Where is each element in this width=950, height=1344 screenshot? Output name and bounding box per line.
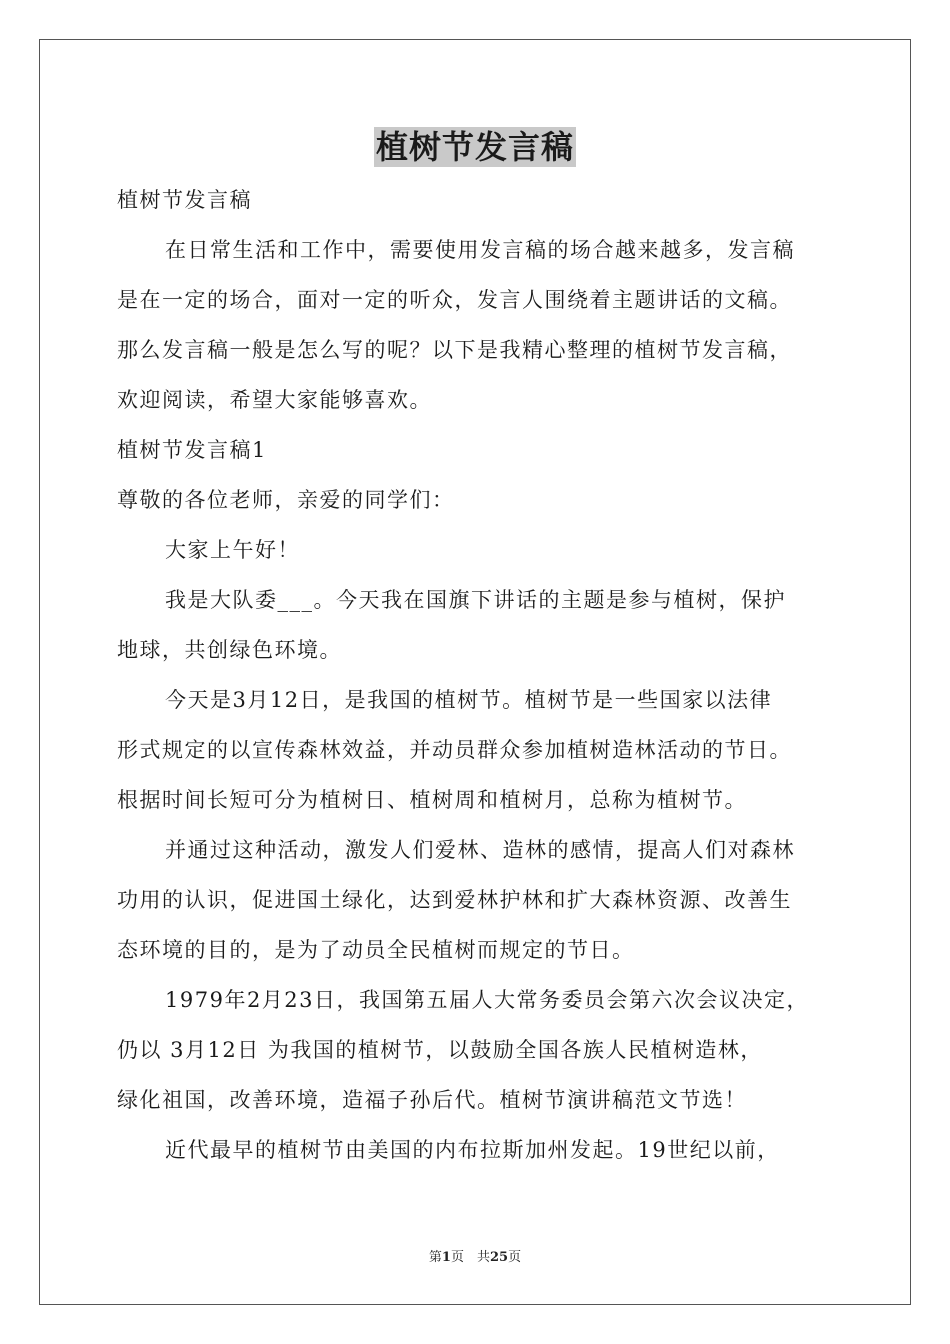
text-line: 仍以 3月12日 为我国的植树节，以鼓励全国各族人民植树造林， xyxy=(117,1038,763,1062)
footer-page-current: 1 xyxy=(441,1250,451,1265)
footer-prefix: 第 xyxy=(428,1250,442,1265)
text-line: 那么发言稿一般是怎么写的呢？以下是我精心整理的植树节发言稿， xyxy=(117,338,792,362)
footer-page-total: 25 xyxy=(489,1250,509,1265)
text-line: 今天是3月12日，是我国的植树节。植树节是一些国家以法律 xyxy=(165,688,773,712)
document-title: 植树节发言稿 xyxy=(375,128,574,166)
text-line: 地球，共创绿色环境。 xyxy=(117,638,342,662)
text-line: 功用的认识，促进国土绿化，达到爱林护林和扩大森林资源、改善生 xyxy=(117,888,792,912)
text-line: 植树节发言稿 xyxy=(117,188,252,212)
text-line: 我是大队委___。今天我在国旗下讲话的主题是参与植树，保护 xyxy=(165,588,786,612)
text-line: 欢迎阅读，希望大家能够喜欢。 xyxy=(117,388,432,412)
text-line: 并通过这种活动，激发人们爱林、造林的感情，提高人们对森林 xyxy=(165,838,795,862)
footer-mid: 页 共 xyxy=(450,1250,490,1265)
text-line: 是在一定的场合，面对一定的听众，发言人围绕着主题讲话的文稿。 xyxy=(117,288,792,312)
text-line: 绿化祖国，改善环境，造福子孙后代。植树节演讲稿范文节选！ xyxy=(117,1088,747,1112)
text-line: 尊敬的各位老师，亲爱的同学们： xyxy=(117,488,455,512)
text-line: 大家上午好！ xyxy=(165,538,300,562)
footer-suffix: 页 xyxy=(508,1250,522,1265)
text-line: 形式规定的以宣传森林效益，并动员群众参加植树造林活动的节日。 xyxy=(117,738,792,762)
text-line: 植树节发言稿1 xyxy=(117,438,267,462)
text-line: 近代最早的植树节由美国的内布拉斯加州发起。19世纪以前， xyxy=(165,1138,780,1162)
text-line: 根据时间长短可分为植树日、植树周和植树月，总称为植树节。 xyxy=(117,788,747,812)
title-wrap xyxy=(0,127,950,167)
text-line: 态环境的目的，是为了动员全民植树而规定的节日。 xyxy=(117,938,635,962)
text-line: 在日常生活和工作中，需要使用发言稿的场合越来越多，发言稿 xyxy=(165,238,795,262)
text-line: 1979年2月23日，我国第五届人大常务委员会第六次会议决定， xyxy=(165,988,810,1012)
document-body xyxy=(117,175,837,1175)
page-footer xyxy=(0,1246,950,1265)
